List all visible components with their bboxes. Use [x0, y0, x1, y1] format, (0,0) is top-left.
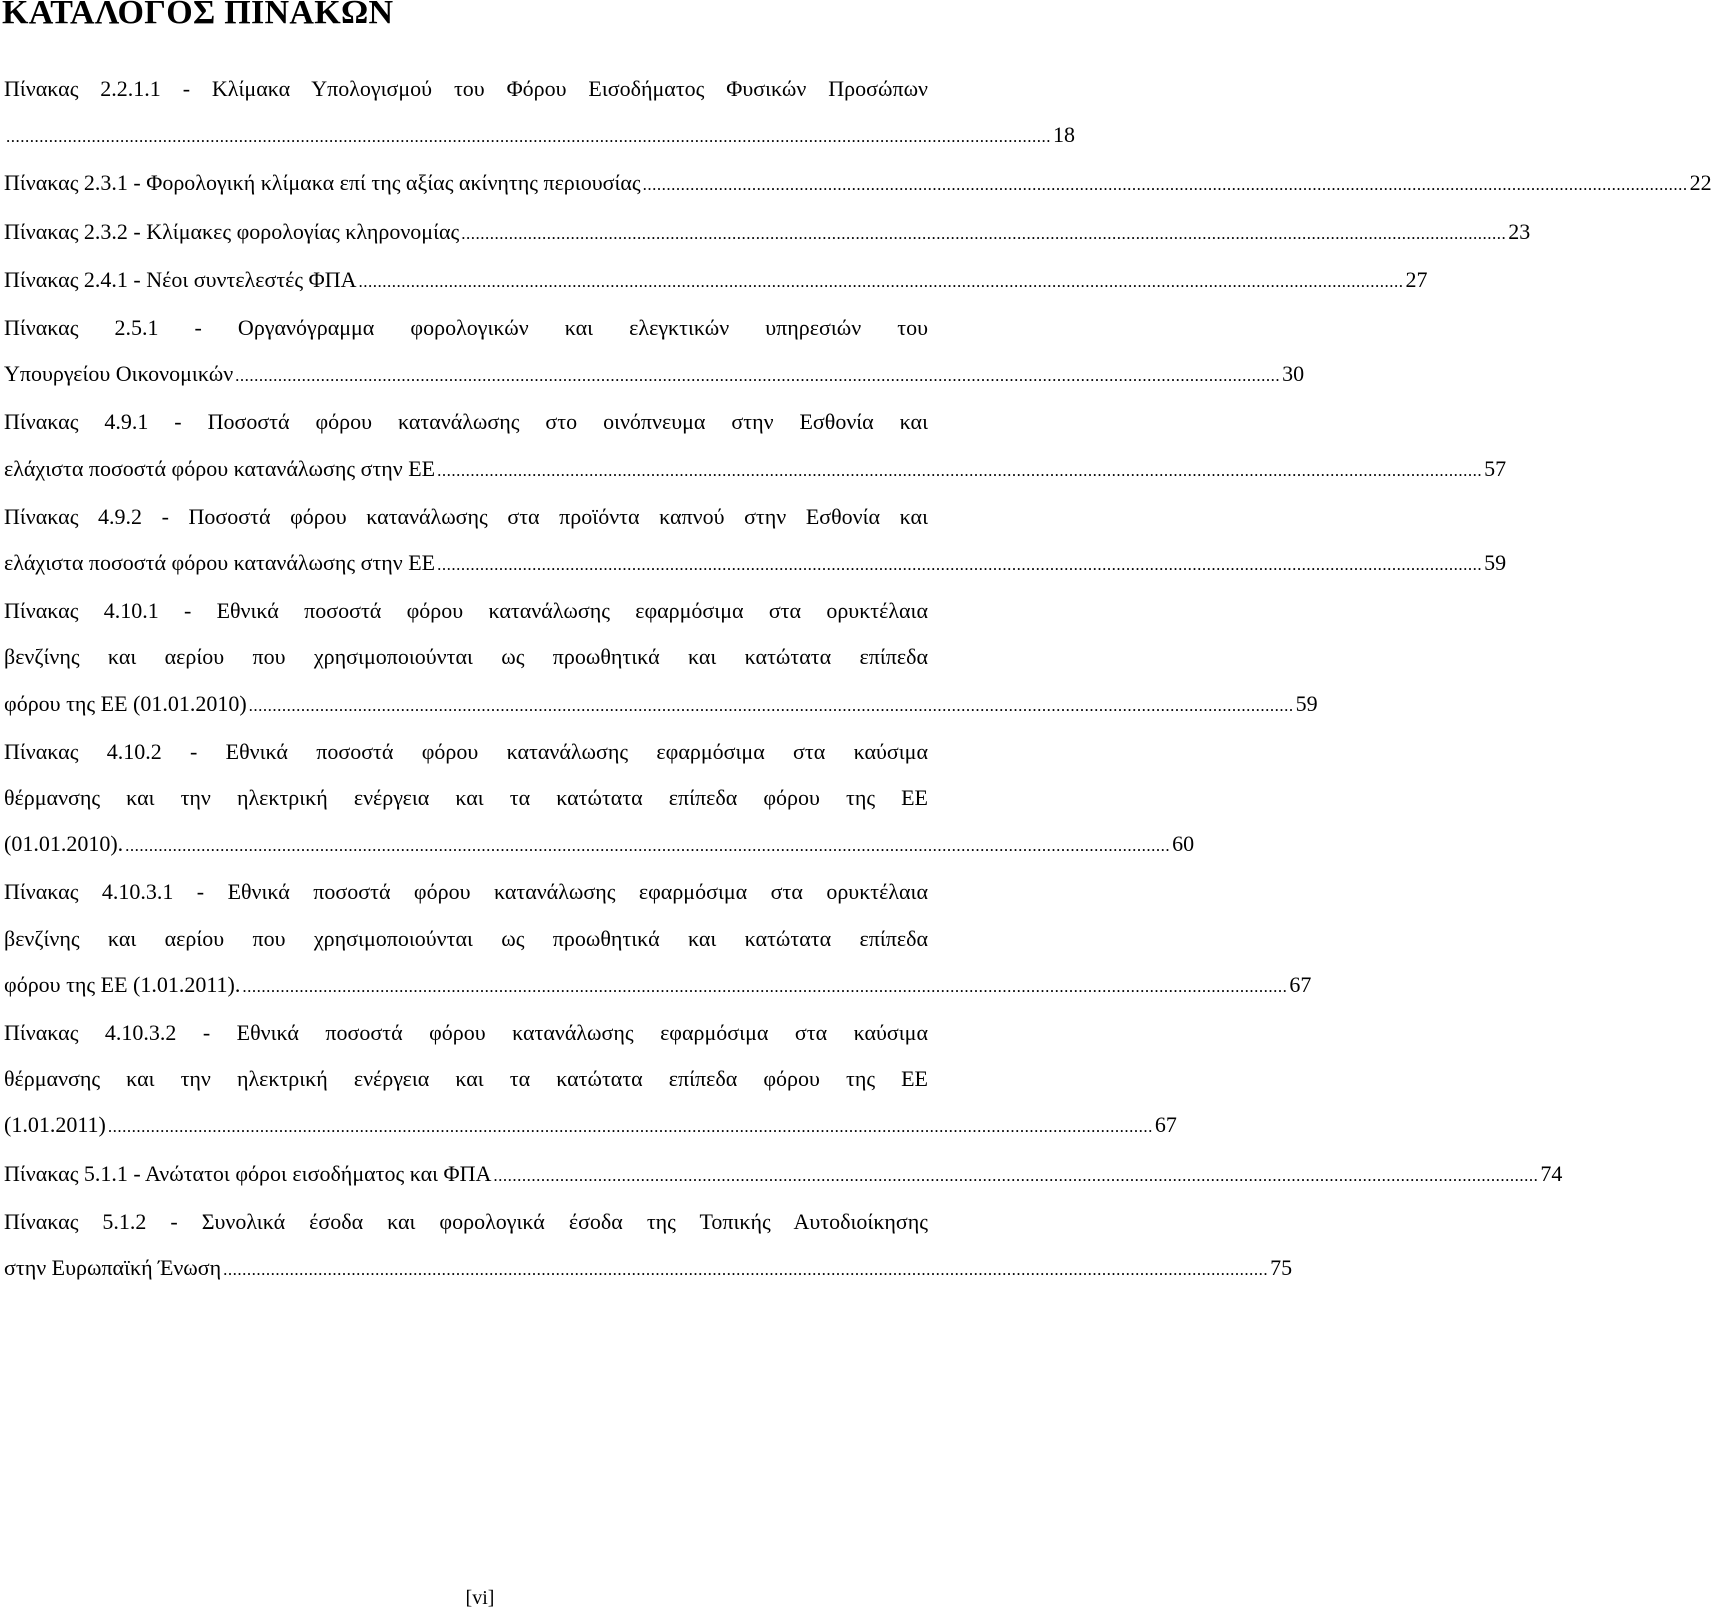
- toc-page-number: 27: [1405, 266, 1428, 292]
- toc-entry-line: Πίνακας 2.5.1 - Οργανόγραμμα φορολογικών και ελεγκτικών υπηρεσιών του: [4, 315, 928, 341]
- toc-page-number: 75: [1270, 1255, 1293, 1281]
- toc-page-number: 67: [1154, 1112, 1177, 1138]
- toc-entry-line: Πίνακας 4.9.2 - Ποσοστά φόρου κατανάλωσης στα προϊόντα καπνού στην Εσθονία και: [4, 503, 928, 529]
- toc-entry: [4, 257, 1428, 305]
- toc-page-number: 30: [1282, 361, 1305, 387]
- toc-entry-last-line: [4, 160, 1712, 208]
- toc-page-number: 22: [1689, 170, 1712, 196]
- dot-leader: ............................................................................................................................................................................................................................: [358, 271, 1404, 291]
- toc-entry-line: Πίνακας 4.10.3.1 - Εθνικά ποσοστά φόρου κατανάλωσης εφαρμόσιμα στα ορυκτέλαια: [4, 879, 928, 905]
- toc-entry-last-line: [4, 351, 1305, 399]
- toc-page-number: 18: [1053, 122, 1075, 148]
- toc-page-number: 59: [1484, 550, 1507, 576]
- toc-entry-line: Πίνακας 4.10.2 - Εθνικά ποσοστά φόρου κατανάλωσης εφαρμόσιμα στα καύσιμα: [4, 738, 928, 764]
- toc-entry: [4, 399, 1507, 493]
- toc-entry: [4, 160, 1712, 208]
- toc-entry-text: στην Ευρωπαϊκή Ένωση: [4, 1255, 222, 1281]
- toc-page-number: 67: [1289, 971, 1312, 997]
- toc-entry-line: Πίνακας 2.2.1.1 - Κλίμακα Υπολογισμού του Φόρου Εισοδήματος Φυσικών Προσώπων: [4, 76, 928, 101]
- toc-entry-line: Πίνακας 4.10.3.2 - Εθνικά ποσοστά φόρου κατανάλωσης εφαρμόσιμα στα καύσιμα: [4, 1020, 928, 1046]
- toc-entry-line: βενζίνης και αερίου που χρησιμοποιούνται ως προωθητικά και κατώτατα επίπεδα: [4, 644, 928, 670]
- dot-leader: ............................................................................................................................................................................................................................: [248, 695, 1294, 715]
- toc-page-number: 59: [1295, 690, 1318, 716]
- page-title: ΚΑΤΑΛΟΓΟΣ ΠΙΝΑΚΩΝ: [2, 0, 394, 31]
- toc-entry-text: ελάχιστα ποσοστά φόρου κατανάλωσης στην ΕΕ: [4, 550, 436, 576]
- toc-entry-text: Υπουργείου Οικονομικών: [4, 361, 234, 387]
- toc-entry: [4, 1010, 1177, 1151]
- toc-entry-last-line: [4, 681, 1318, 729]
- toc-page-number: 60: [1172, 831, 1195, 857]
- dot-leader: ............................................................................................................................................................................................................................: [437, 460, 1483, 480]
- toc-entry-line: βενζίνης και αερίου που χρησιμοποιούνται ως προωθητικά και κατώτατα επίπεδα: [4, 925, 928, 951]
- table-of-contents-list: [4, 66, 1712, 1293]
- dot-leader: ............................................................................................................................................................................................................................: [642, 175, 1688, 195]
- dot-leader: ............................................................................................................................................................................................................................: [437, 555, 1483, 575]
- toc-entry: [4, 305, 1305, 399]
- dot-leader: ............................................................................................................................................................................................................................: [493, 1165, 1539, 1185]
- dot-leader: ............................................................................................................................................................................................................................: [235, 366, 1281, 386]
- page-number-footer: [vi]: [465, 1587, 495, 1609]
- toc-page-number: 57: [1484, 455, 1507, 481]
- dot-leader: ............................................................................................................................................................................................................................: [125, 836, 1171, 856]
- dot-leader: ............................................................................................................................................................................................................................: [461, 223, 1507, 243]
- toc-entry: [4, 869, 1312, 1010]
- toc-page-number: 23: [1508, 218, 1531, 244]
- toc-entry-text: ελάχιστα ποσοστά φόρου κατανάλωσης στην ΕΕ: [4, 455, 436, 481]
- toc-entry-last-line: [4, 257, 1428, 305]
- toc-entry-last-line: [4, 209, 1531, 257]
- toc-entry-last-line: [4, 112, 1075, 160]
- toc-entry-last-line: [4, 540, 1507, 588]
- toc-entry-last-line: [4, 1245, 1293, 1293]
- dot-leader: ............................................................................................................................................................................................................................: [6, 127, 1051, 147]
- toc-entry-last-line: [4, 1102, 1177, 1150]
- toc-entry: [4, 494, 1507, 588]
- toc-entry-line: θέρμανσης και την ηλεκτρική ενέργεια και τα κατώτατα επίπεδα φόρου της ΕΕ: [4, 785, 928, 811]
- toc-entry-text: φόρου της ΕΕ (01.01.2010): [4, 690, 247, 716]
- toc-entry-text: Πίνακας 5.1.1 - Ανώτατοι φόροι εισοδήματος και ΦΠΑ: [4, 1160, 492, 1186]
- toc-entry-line: Πίνακας 4.10.1 - Εθνικά ποσοστά φόρου κατανάλωσης εφαρμόσιμα στα ορυκτέλαια: [4, 598, 928, 624]
- toc-entry: [4, 66, 1075, 160]
- toc-entry-text: (01.01.2010).: [4, 831, 124, 857]
- toc-entry-last-line: [4, 446, 1507, 494]
- toc-entry-text: Πίνακας 2.3.1 - Φορολογική κλίμακα επί της αξίας ακίνητης περιουσίας: [4, 170, 641, 196]
- toc-page-number: 74: [1540, 1160, 1563, 1186]
- toc-entry: [4, 729, 1195, 870]
- toc-entry-line: Πίνακας 4.9.1 - Ποσοστά φόρου κατανάλωσης στο οινόπνευμα στην Εσθονία και: [4, 409, 928, 435]
- toc-entry-text: (1.01.2011): [4, 1112, 106, 1138]
- dot-leader: ............................................................................................................................................................................................................................: [107, 1117, 1153, 1137]
- toc-entry-text: Πίνακας 2.3.2 - Κλίμακες φορολογίας κληρονομίας: [4, 218, 460, 244]
- toc-entry: [4, 1199, 1293, 1293]
- toc-entry: [4, 209, 1531, 257]
- toc-entry: [4, 588, 1318, 729]
- toc-entry-last-line: [4, 821, 1195, 869]
- toc-entry-last-line: [4, 962, 1312, 1010]
- dot-leader: ............................................................................................................................................................................................................................: [223, 1260, 1269, 1280]
- toc-entry-text: Πίνακας 2.4.1 - Νέοι συντελεστές ΦΠΑ: [4, 266, 357, 292]
- toc-entry-last-line: [4, 1151, 1563, 1199]
- toc-entry-text: φόρου της ΕΕ (1.01.2011).: [4, 971, 241, 997]
- toc-entry-line: θέρμανσης και την ηλεκτρική ενέργεια και τα κατώτατα επίπεδα φόρου της ΕΕ: [4, 1066, 928, 1092]
- dot-leader: ............................................................................................................................................................................................................................: [242, 976, 1288, 996]
- toc-entry: [4, 1151, 1563, 1199]
- toc-entry-line: Πίνακας 5.1.2 - Συνολικά έσοδα και φορολογικά έσοδα της Τοπικής Αυτοδιοίκησης: [4, 1208, 928, 1234]
